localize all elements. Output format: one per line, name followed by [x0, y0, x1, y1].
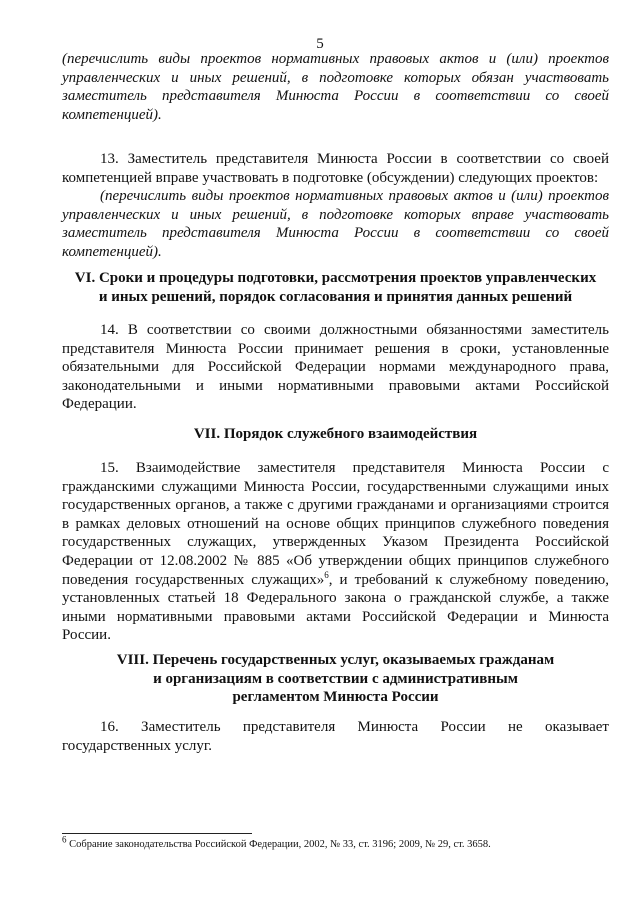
section-8-heading-line2: и организациям в соответствии с административным [153, 670, 518, 687]
page-number: 5 [316, 36, 324, 52]
paragraph-16: 16. Заместитель представителя Минюста России не оказывает государственных услуг. [62, 719, 609, 754]
footnote-reference: 6 [324, 569, 329, 580]
section-8-heading [62, 651, 609, 707]
footnote-number: 6 [62, 834, 67, 845]
footnote [62, 834, 609, 851]
paragraph-13-italic: (перечислить виды проектов нормативных правовых актов и (или) проектов управленческих и иных решений, в подготовке которых вправе участвовать заместитель представителя Минюста России в соответствии со своей компетенцией). [62, 188, 609, 260]
paragraph-13-text: 13. Заместитель представителя Минюста России в соответствии со своей компетенцией вправе участвовать в подготовке (обсуждении) следующих проектов: [62, 151, 609, 186]
section-8-heading-line3: регламентом Минюста России [232, 689, 439, 706]
footnote-divider [62, 833, 252, 834]
paragraph-15 [62, 459, 609, 645]
paragraph-13 [62, 150, 609, 262]
paragraph-12-continuation: (перечислить виды проектов нормативных правовых актов и (или) проектов управленческих и иных решений, в подготовке которых обязан участвовать заместитель представителя Минюста России в соответствии со своей компетенцией). [62, 51, 609, 123]
section-8-heading-line1: VIII. Перечень государственных услуг, оказываемых гражданам [116, 652, 555, 668]
section-7-heading: VII. Порядок служебного взаимодействия [193, 426, 478, 442]
footnote-text: Собрание законодательства Российской Федерации, 2002, № 33, ст. 3196; 2009, № 29, ст. 3658. [66, 839, 491, 850]
paragraph-15-text-part2: , и требований к служебному поведению, установленных статьей 18 Федерального закона о гражданской службе, а также иными нормативными правовыми актами Российской Федерации и Минюста России. [62, 571, 609, 644]
paragraph-15-text-part1: 15. Взаимодействие заместителя представителя Минюста России с гражданскими служащими Минюста России, государственными служащими иных государственных органов, а также с другими гражданами и организациями строится в рамках деловых отношений на основе общих принципов служебного поведения государственных служащих, утвержденных Указом Президента Российской Федерации от 12.08.2002 № 885 «Об утверждении общих принципов служебного поведения государственных служащих» [62, 460, 609, 588]
paragraph-14: 14. В соответствии со своими должностными обязанностями заместитель представителя Минюста России принимает решения в сроки, установленные обязательными для Российской Федерации нормами международного права, законодательными и иными нормативными правовыми актами Российской Федерации. [62, 322, 609, 413]
section-6-heading: VI. Сроки и процедуры подготовки, рассмотрения проектов управленческих и иных решений, порядок согласования и принятия данных решений [74, 270, 597, 305]
